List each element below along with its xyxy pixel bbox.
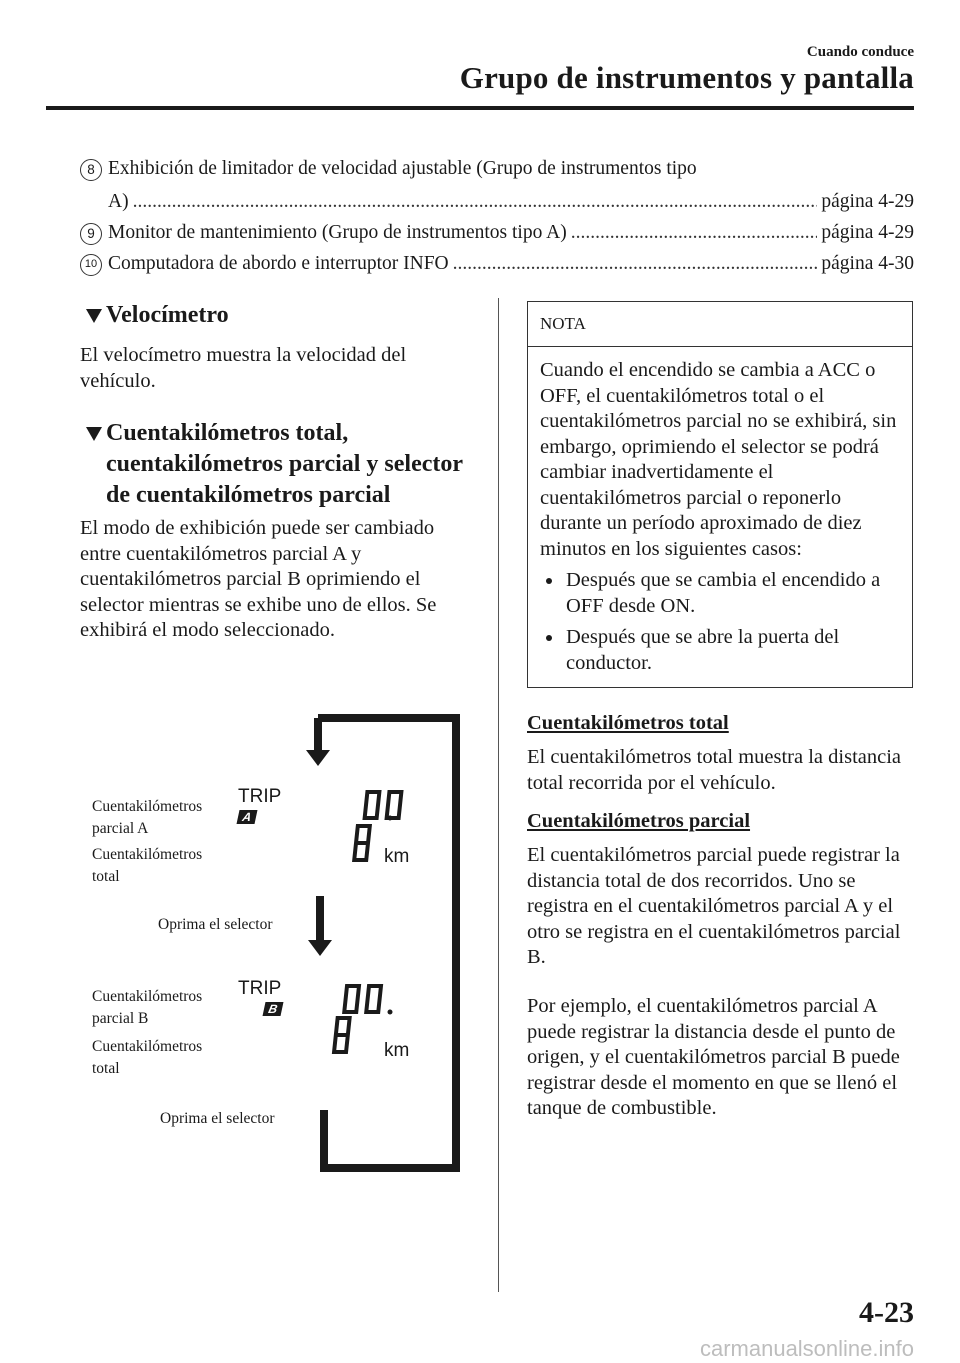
note-box	[527, 301, 913, 688]
label-trip-b: Cuentakilómetros parcial B	[92, 988, 203, 1027]
trip-b-badge: B	[263, 1002, 284, 1016]
dot-leader	[571, 222, 818, 244]
subheading-total-odometer: Cuentakilómetros total	[527, 712, 729, 734]
trip-indicator-text: TRIP	[238, 978, 282, 999]
running-header-title: Grupo de instrumentos y pantalla	[459, 60, 914, 95]
unit-km-1: km	[384, 846, 410, 867]
dot-leader	[133, 191, 818, 213]
note-header	[528, 302, 912, 347]
trip-meter-body-2: Por ejemplo, el cuentakilómetros parcial A puede registrar la distancia desde el punto de origen, y el cuentakilómetros parcial B puede registrar desde el momento en que se llenó el tanque de combustible.	[527, 995, 900, 1119]
triangle-bullet-icon	[86, 309, 102, 323]
page-number: 4-23	[859, 1296, 914, 1329]
note-text: Cuando el encendido se cambia a ACC o OFF, el cuentakilómetros total o el cuentakilómetros parcial no se exhibirá, sin embargo, oprimiendo el selector se podrá cambiar inadvertidamente el cuentakilómetros parcial o reponerlo durante un período aproximado de diez minutos en los siguientes casos:	[540, 359, 897, 560]
section-heading-odometer: Cuentakilómetros total, cuentakilómetros parcial y selector de cuentakilómetros parcial	[86, 418, 478, 511]
column-divider	[498, 298, 499, 1292]
note-bullet: Después que se cambia el encendido a OFF desde ON.	[540, 568, 902, 619]
toc-page-ref: página 4-29	[821, 222, 914, 243]
odometer-body: El modo de exhibición puede ser cambiado entre cuentakilómetros parcial A y cuentakilómetros parcial B oprimiendo el selector mientras se exhibe uno de ellos. Se exhibirá el modo seleccionado.	[80, 517, 437, 641]
odometer-diagram	[84, 710, 464, 1180]
toc-item-text: Monitor de mantenimiento (Grupo de instrumentos tipo A)	[108, 222, 567, 243]
label-press-selector-2: Oprima el selector	[160, 1110, 275, 1127]
total-odometer-body: El cuentakilómetros total muestra la distancia total recorrida por el vehículo.	[527, 746, 902, 794]
section-heading-speedometer: Velocímetro	[86, 300, 229, 331]
bullet-dot-icon	[546, 635, 552, 641]
trip-a-badge: A	[237, 810, 258, 824]
label-total-1: Cuentakilómetros total	[92, 846, 203, 885]
subheading-trip-meter: Cuentakilómetros parcial	[527, 810, 751, 832]
speedometer-body: El velocímetro muestra la velocidad del vehículo.	[80, 344, 407, 392]
toc-number-badge: 9	[80, 223, 102, 245]
note-label: NOTA	[540, 314, 586, 333]
bullet-dot-icon	[546, 578, 552, 584]
toc-page-ref: página 4-30	[821, 253, 914, 274]
running-header-section: Cuando conduce	[806, 44, 914, 60]
toc-page-ref: página 4-29	[821, 191, 914, 212]
header-rule	[46, 106, 914, 110]
toc-number-badge: 8	[80, 159, 102, 181]
triangle-bullet-icon	[86, 427, 102, 441]
toc-item-text: Exhibición de limitador de velocidad ajustable (Grupo de instrumentos tipo	[108, 158, 697, 179]
toc-number-badge: 10	[80, 254, 102, 276]
watermark: carmanualsonline.info	[699, 1336, 914, 1361]
trip-meter-body-1: El cuentakilómetros parcial puede registrar la distancia total de dos recorridos. Uno se registra en el cuentakilómetros parcial A y el otro se registra en el cuentakilómetros parcial B.	[527, 844, 901, 968]
unit-km-2: km	[384, 1040, 410, 1061]
label-total-2: Cuentakilómetros total	[92, 1038, 203, 1077]
note-body	[540, 358, 902, 676]
dot-leader	[453, 253, 818, 275]
note-bullet: Después que se abre la puerta del conductor.	[540, 625, 902, 676]
trip-indicator-text: TRIP	[238, 786, 282, 807]
label-trip-a: Cuentakilómetros parcial A	[92, 798, 203, 837]
toc-item-text: Computadora de abordo e interruptor INFO	[108, 253, 449, 274]
label-press-selector-1: Oprima el selector	[158, 916, 273, 933]
toc-item-text-cont: A)	[108, 191, 129, 212]
